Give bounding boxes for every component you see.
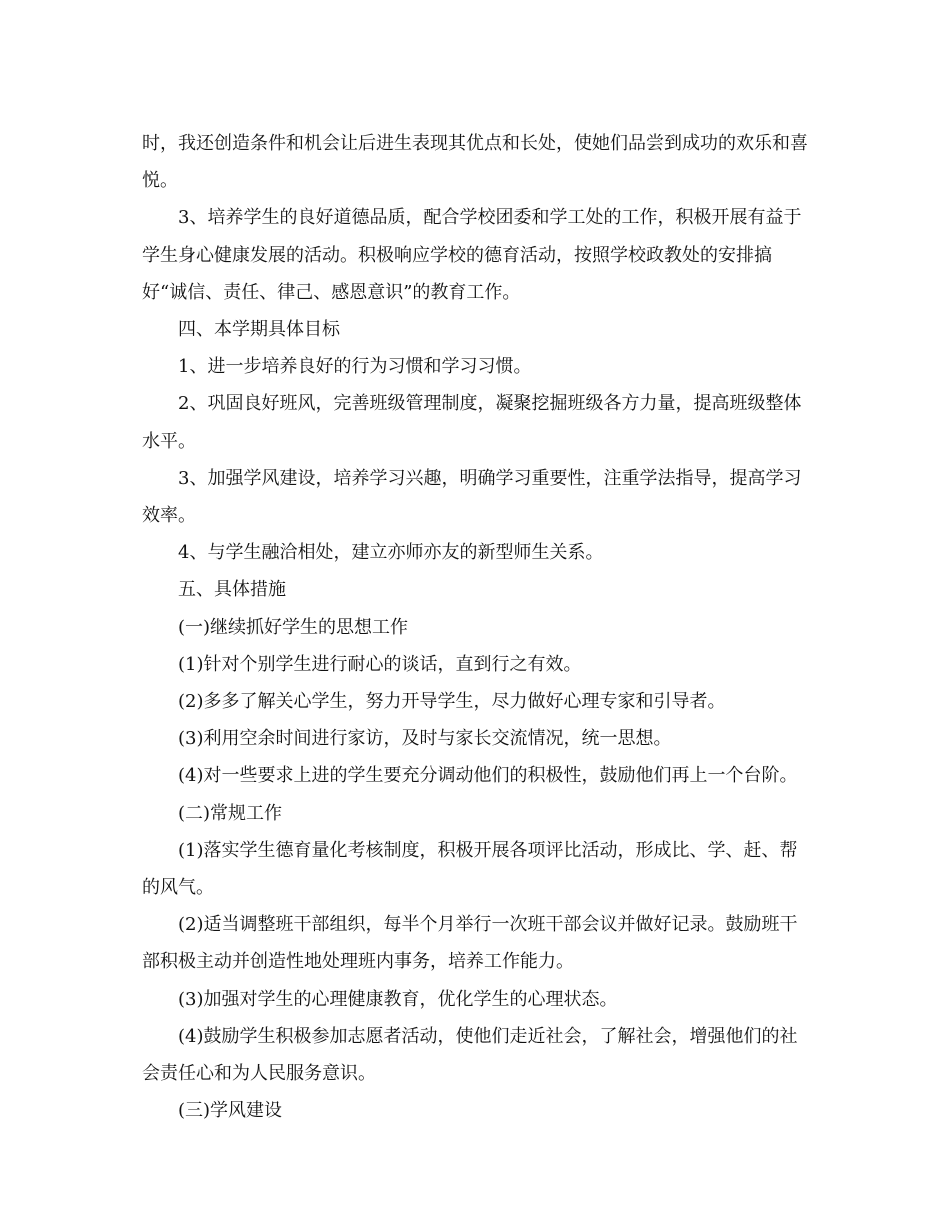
list-item: (1)落实学生德育量化考核制度，积极开展各项评比活动，形成比、学、赶、帮的风气。 xyxy=(142,839,798,899)
list-item: (4)鼓励学生积极参加志愿者活动，使他们走近社会，了解社会，增强他们的社会责任心和为人民服务意识。 xyxy=(142,1025,798,1085)
paragraph: 时，我还创造条件和机会让后进生表现其优点和长处，使她们品尝到成功的欢乐和喜悦。 xyxy=(142,133,808,192)
list-item: (2)适当调整班干部组织，每半个月举行一次班干部会议并做好记录。鼓励班干部积极主动并创造性地处理班内事务，培养工作能力。 xyxy=(142,914,798,973)
list-item: 4、与学生融洽相处，建立亦师亦友的新型师生关系。 xyxy=(178,542,604,564)
section-heading: 四、本学期具体目标 xyxy=(178,319,340,341)
list-item: (1)针对个别学生进行耐心的谈话，直到行之有效。 xyxy=(178,653,582,675)
list-item: 2、巩固良好班风，完善班级管理制度，凝聚挖掘班级各方力量，提高班级整体水平。 xyxy=(142,393,802,452)
list-item: (2)多多了解关心学生，努力开导学生，尽力做好心理专家和引导者。 xyxy=(178,691,726,713)
list-item: 1、进一步培养良好的行为习惯和学习习惯。 xyxy=(178,356,532,378)
paragraph: 3、培养学生的良好道德品质，配合学校团委和学工处的工作，积极开展有益于学生身心健康发展的活动。积极响应学校的德育活动，按照学校政教处的安排搞好“诚信、责任、律己、感恩意识”的教育工作。 xyxy=(142,207,802,303)
list-item: 3、加强学风建设，培养学习兴趣，明确学习重要性，注重学法指导，提高学习效率。 xyxy=(142,467,802,527)
section-heading: 五、具体措施 xyxy=(178,579,286,601)
list-item: (4)对一些要求上进的学生要充分调动他们的积极性，鼓励他们再上一个台阶。 xyxy=(178,765,798,787)
document-body xyxy=(142,125,810,1129)
subsection-heading: (三)学风建设 xyxy=(178,1100,283,1122)
list-item: (3)利用空余时间进行家访，及时与家长交流情况，统一思想。 xyxy=(178,728,672,750)
subsection-heading: (二)常规工作 xyxy=(178,802,283,824)
subsection-heading: (一)继续抓好学生的思想工作 xyxy=(178,616,409,638)
list-item: (3)加强对学生的心理健康教育，优化学生的心理状态。 xyxy=(178,988,618,1010)
